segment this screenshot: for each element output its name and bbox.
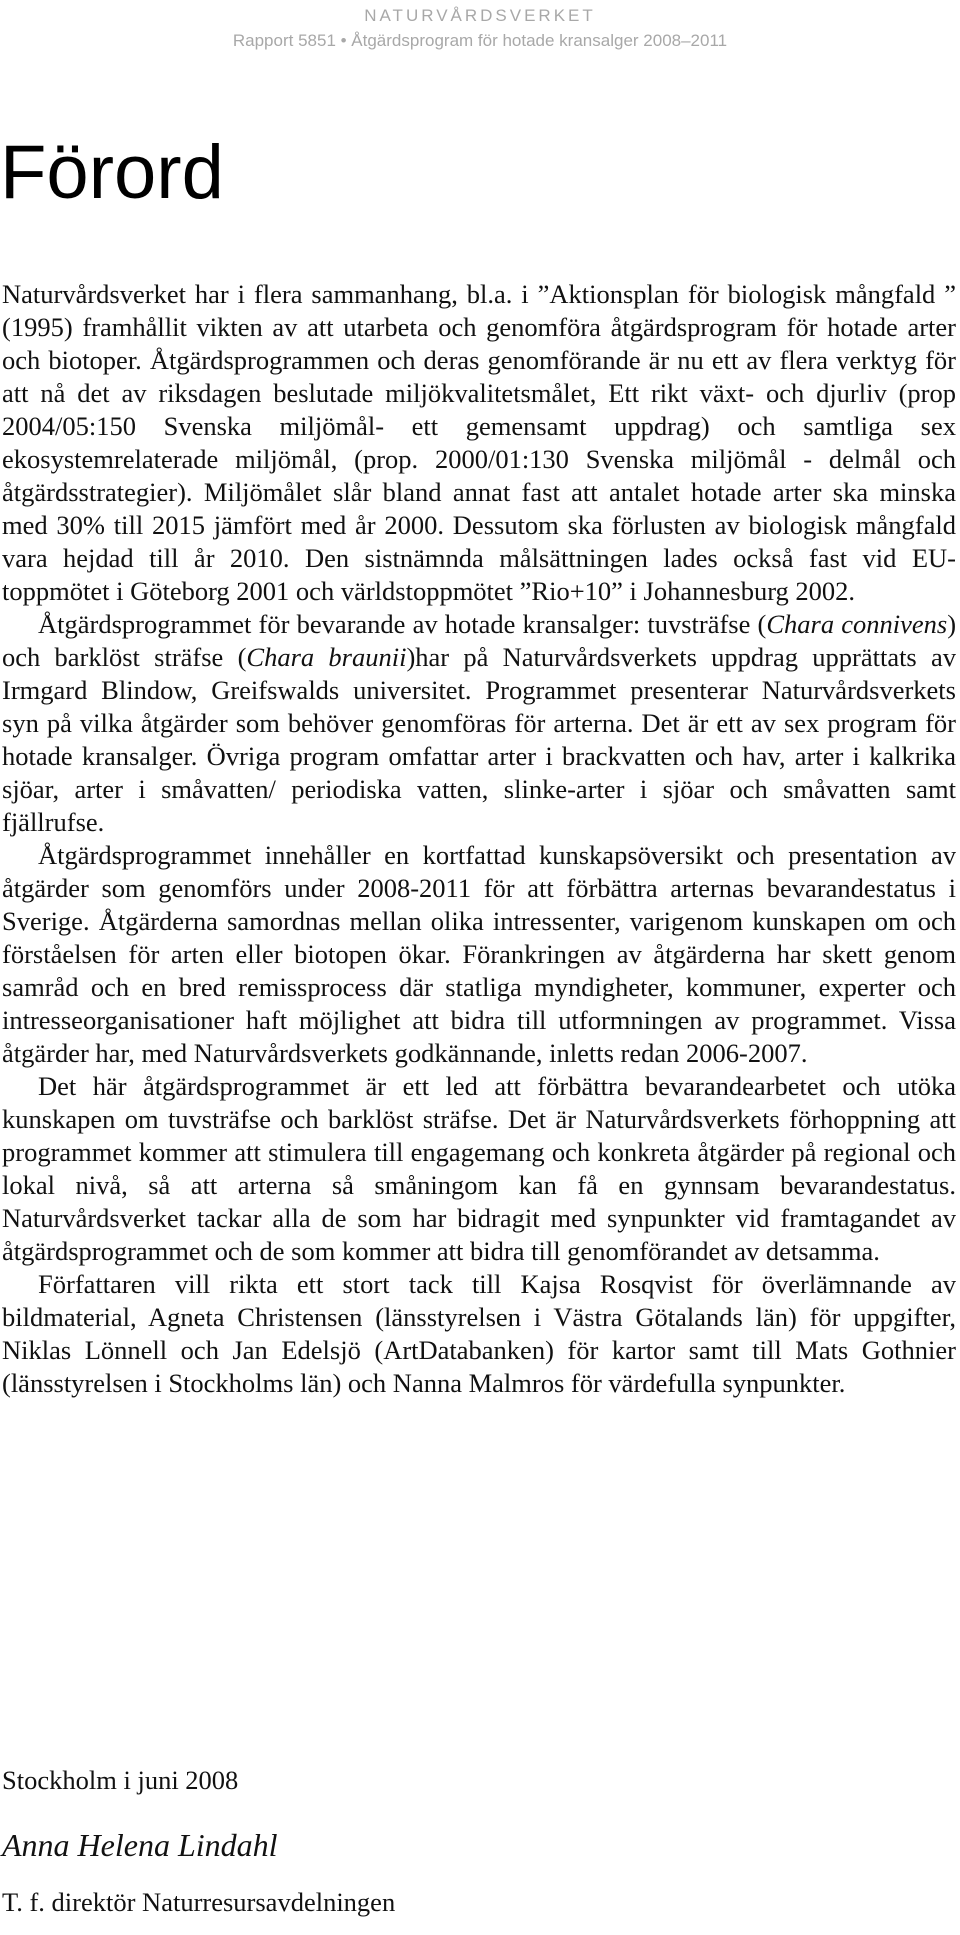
- paragraph-text: Författaren vill rikta ett stort tack till Kajsa Rosqvist för överlämnande av bildmaterial, Agneta Christensen (länsstyrelsen i Västra Götalands län) för uppgifter, Niklas Lönnell och Jan Edelsjö (ArtDatabanken) för kartor samt till Mats Gothnier (länsstyrelsen i Stockholms län) och Nanna Malmros för värdefulla synpunkter.: [2, 1269, 956, 1398]
- paragraph-text: Åtgärdsprogrammet innehåller en kortfattad kunskapsöversikt och presentation av åtgärder som genomförs under 2008-2011 för att förbättra arternas bevarandestatus i Sverige. Åtgärderna samordnas mellan olika intressenter, varigenom kunskapen om och förståelsen för arten eller biotopen ökar. Förankringen av åtgärderna har skett genom samråd och en bred remissprocess där statliga myndigheter, kommuner, experter och intresseorganisationer haft möjlighet att bidra till utformningen av programmet. Vissa åtgärder har, med Naturvårdsverkets godkännande, inletts redan 2006-2007.: [2, 840, 956, 1068]
- foreword-body: [2, 278, 956, 1400]
- running-header: [0, 6, 960, 52]
- paragraph-3: [2, 839, 956, 1070]
- paragraph-4: [2, 1070, 956, 1268]
- paragraph-2: [2, 608, 956, 839]
- header-report-title: Rapport 5851 • Åtgärdsprogram för hotade kransalger 2008–2011: [232, 31, 728, 50]
- paragraph-1: [2, 278, 956, 608]
- paragraph-text: Naturvårdsverket har i flera sammanhang, bl.a. i ”Aktionsplan för biologisk mångfald ” (1995) framhållit vikten av att utarbeta och genomföra åtgärdsprogram för hotade arter och biotoper. Åtgärdsprogrammen och deras genomförande är nu ett av flera verktyg för att nå det av riksdagen beslutade miljökvalitetsmålet, Ett rikt växt- och djurliv (prop 2004/05:150 Svenska miljömål- ett gemensamt uppdrag) och samtliga sex ekosystemrelaterade miljömål, (prop. 2000/01:130 Svenska miljömål - delmål och åtgärdsstrategier). Miljömålet slår bland annat fast att antalet hotade arter ska minska med 30% till 2015 jämfört med år 2000. Dessutom ska förlusten av biologisk mångfald vara hejdad till år 2010. Den sistnämnda målsättningen lades också fast vid EU-toppmötet i Göteborg 2001 och världstoppmötet ”Rio+10” i Johannesburg 2002.: [2, 279, 956, 606]
- paragraph-text: Det här åtgärdsprogrammet är ett led att förbättra bevarandearbetet och utöka kunskapen om tuvsträfse och barklöst sträfse. Det är Naturvårdsverkets förhoppning att programmet kommer att stimulera till engagemang och konkreta åtgärder på regional och lokal nivå, så att arterna så småningom kan få en gynnsam bevarandestatus. Naturvårdsverket tackar alla de som har bidragit med synpunkter vid framtagandet av åtgärdsprogrammet och de som kommer att bidra till genomförandet av detsamma.: [2, 1071, 956, 1266]
- species-name: Chara braunii: [246, 642, 407, 672]
- header-organization: NATURVÅRDSVERKET: [364, 6, 596, 25]
- paragraph-5: [2, 1268, 956, 1400]
- place-date: Stockholm i juni 2008: [2, 1765, 239, 1795]
- paragraph-text: )har på Naturvårdsverkets uppdrag upprättats av Irmgard Blindow, Greifswalds universitet. Programmet presenterar Naturvårdsverkets syn på vilka åtgärder som behöver genomföras för arterna. Det är ett av sex program för hotade kransalger. Övriga program omfattar arter i brackvatten och hav, arter i kalkrika sjöar, arter i småvatten/ periodiska vatten, slinke-arter i sjöar och småvatten samt fjällrufse.: [2, 642, 957, 837]
- signer-title: T. f. direktör Naturresursavdelningen: [2, 1887, 396, 1917]
- signature: Anna Helena Lindahl: [2, 1827, 278, 1863]
- paragraph-text: ) och barklöst sträfse (: [2, 609, 957, 672]
- species-name: Chara connivens: [766, 609, 948, 639]
- page-title: Förord: [0, 130, 224, 215]
- paragraph-text: Åtgärdsprogrammet för bevarande av hotade kransalger: tuvsträfse (: [38, 609, 767, 639]
